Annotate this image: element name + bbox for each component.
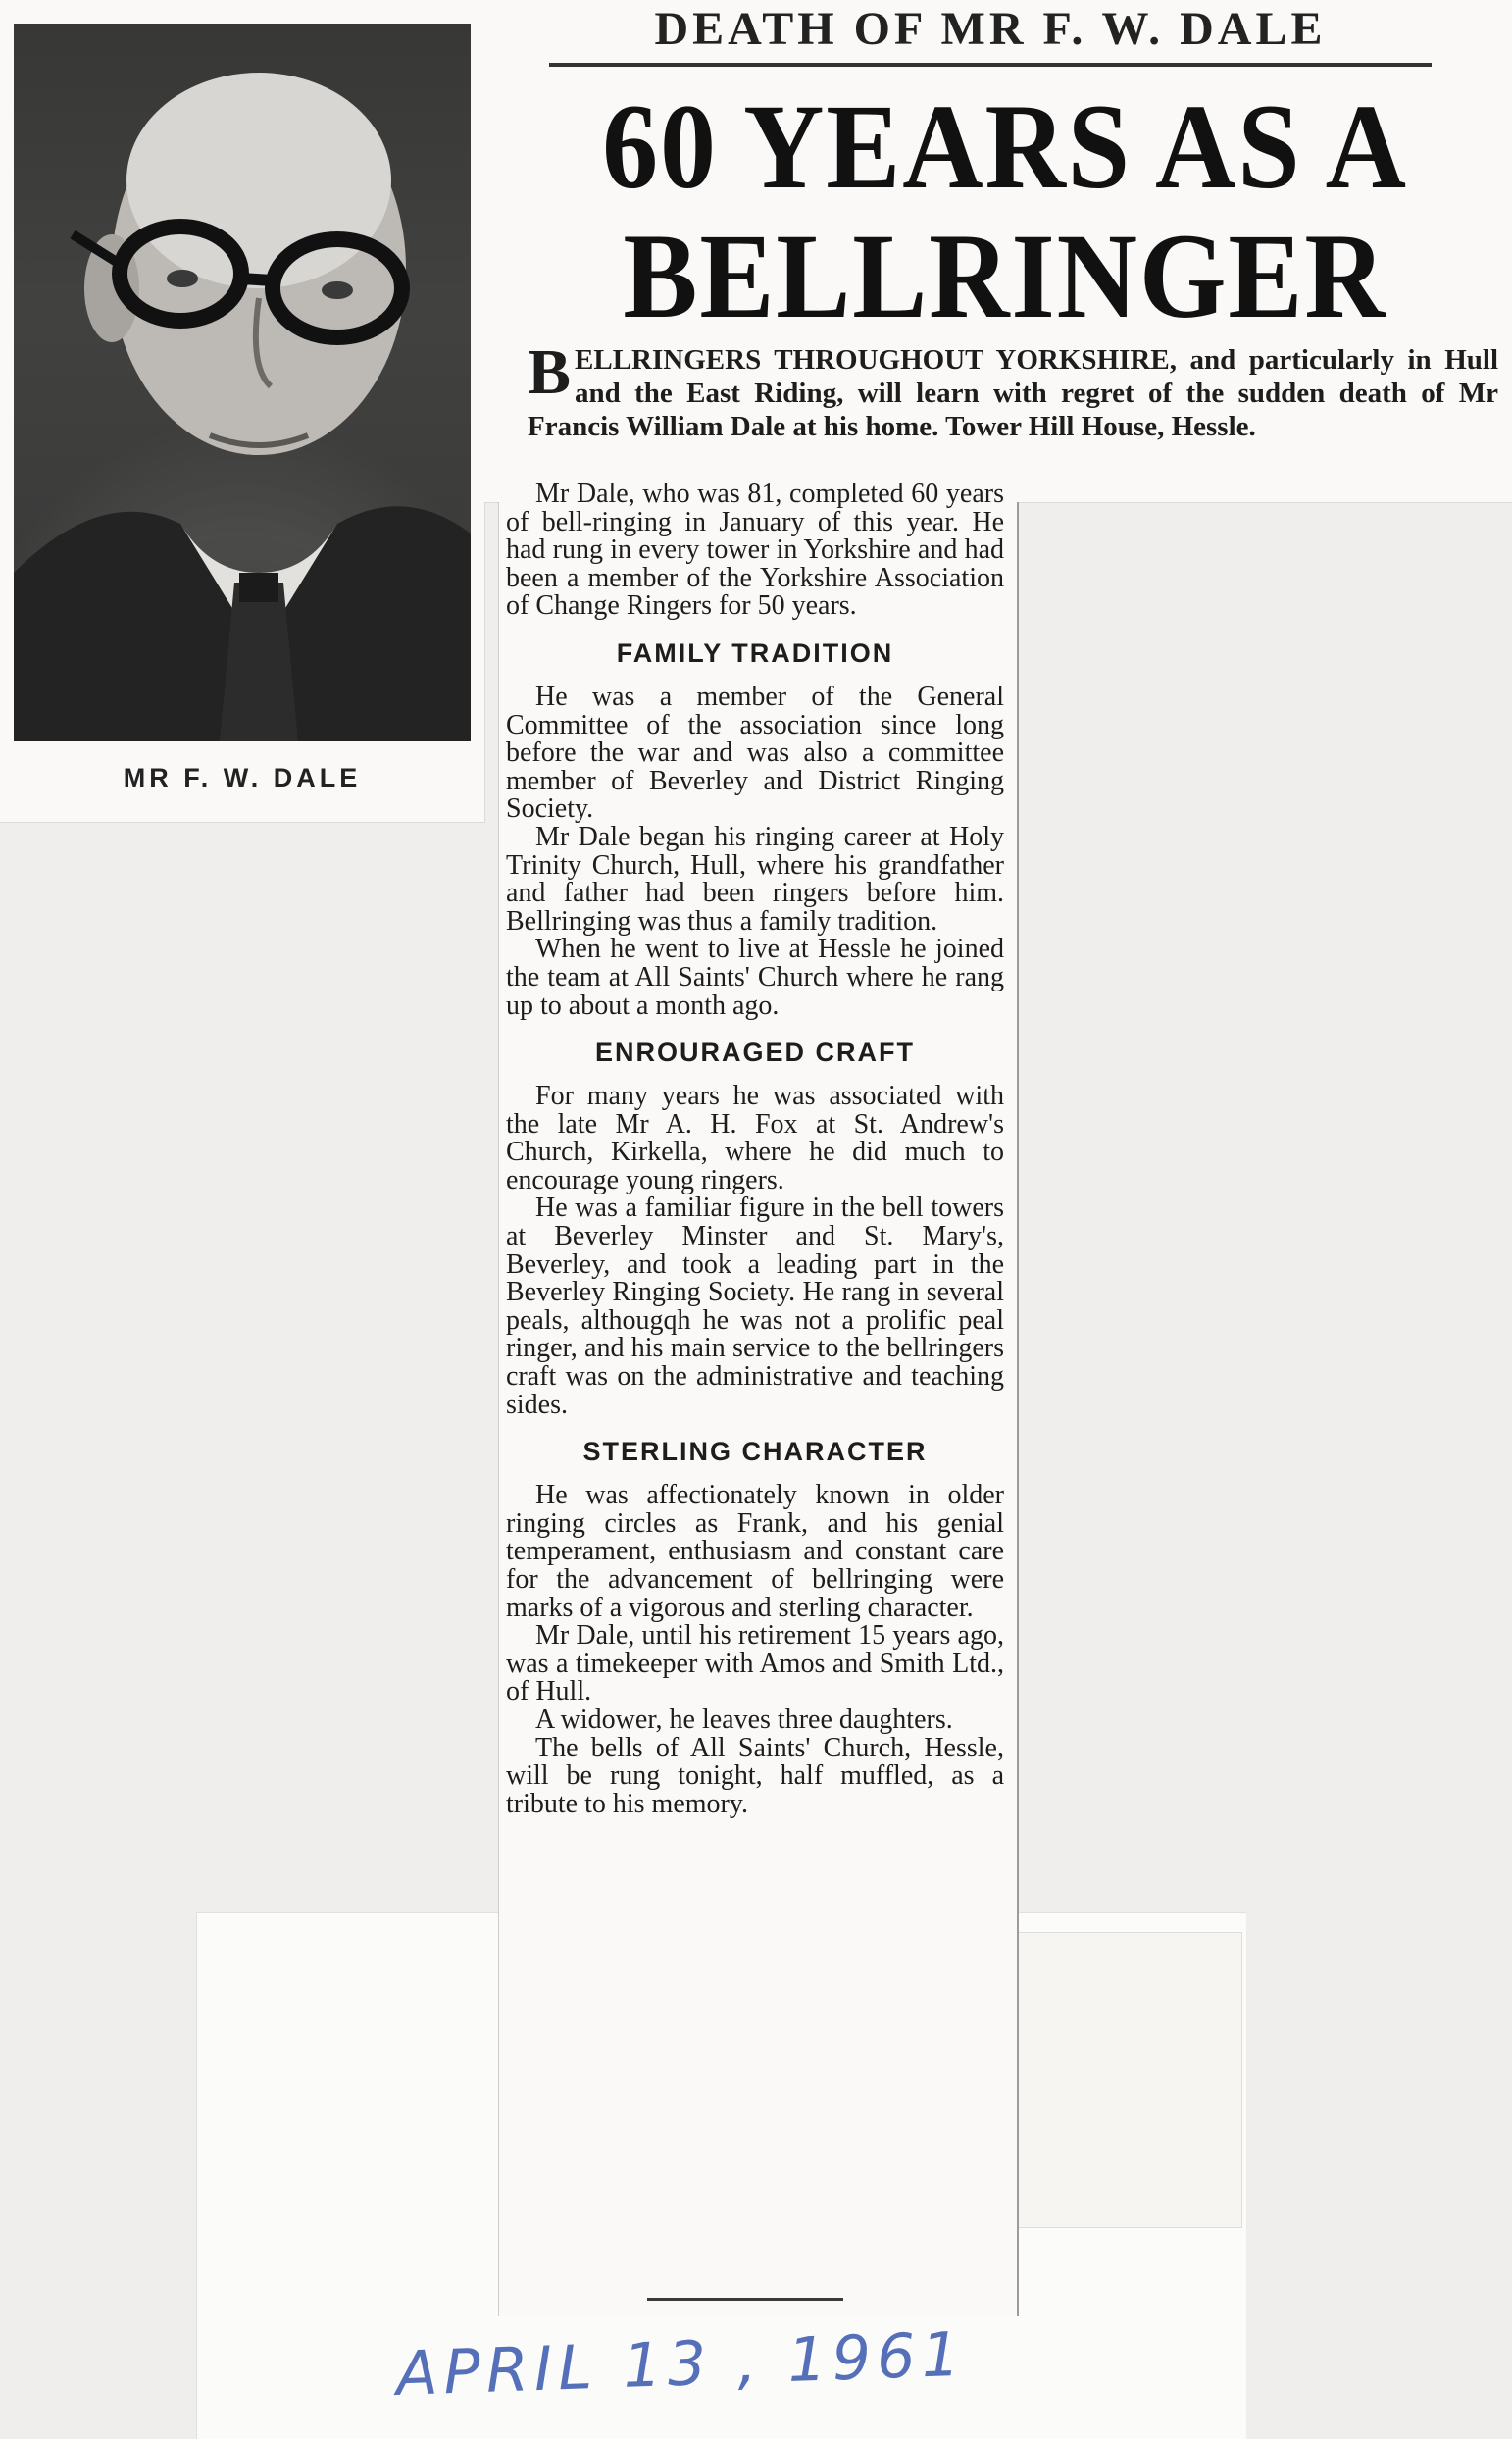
show-through-scrap xyxy=(1016,1932,1242,2228)
paragraph: He was affectionately known in older ringing circles as Frank, and his genial temperament, enthusiasm and constant care for the advancement of bellringing were marks of a vigorous and sterling character. xyxy=(506,1480,1004,1623)
paragraph: Mr Dale began his ringing career at Holy Trinity Church, Hull, where his grandfather and father had been ringers before him. Bellringing was thus a family tradition. xyxy=(506,821,1004,937)
paragraph: A widower, he leaves three daughters. xyxy=(535,1703,953,1735)
subheading-sterling-character: STERLING CHARACTER xyxy=(582,1437,928,1467)
handwritten-date: APRIL 13 , 1961 xyxy=(394,2317,968,2410)
article-column xyxy=(506,481,1004,1818)
paragraph: For many years he was associated with the late Mr A. H. Fox at St. Andrew's Church, Kirkella, where he did much to encourage young ringers. xyxy=(506,1081,1004,1195)
subheading-encouraged-craft: ENROURAGED CRAFT xyxy=(595,1038,915,1068)
portrait-photo xyxy=(14,24,471,741)
lead-paragraph xyxy=(528,336,1498,443)
paragraph: When he went to live at Hessle he joined the team at All Saints' Church where he rang up to about a month ago. xyxy=(506,934,1004,1021)
paragraph: Mr Dale, until his retirement 15 years ago, was a timekeeper with Amos and Smith Ltd., of Hull. xyxy=(506,1620,1004,1707)
lead-text: ELLRINGERS THROUGHOUT YORKSHIRE, and particularly in Hull and the East Riding, will learn with regret of the sudden death of Mr Francis William Dale at his home. Tower Hill House, Hessle. xyxy=(528,344,1498,442)
paragraph: The bells of All Saints' Church, Hessle, will be rung tonight, half muffled, as a tribute to his memory. xyxy=(506,1732,1004,1819)
headline-line-1: 60 YEARS AS A xyxy=(602,79,1408,214)
paragraph: Mr Dale, who was 81, completed 60 years of bell-ringing in January of this year. He had rung in every tower in Yorkshire and had been a member of the Yorkshire Association of Change Ringers for 50 years. xyxy=(506,479,1004,622)
end-rule xyxy=(647,2298,843,2301)
paragraph: He was a member of the General Committee of the association since long before the war and was also a committee member of Beverley and District Ringing Society. xyxy=(506,681,1004,825)
photo-caption: MR F. W. DALE xyxy=(123,763,362,792)
subheading-family-tradition: FAMILY TRADITION xyxy=(616,637,894,668)
headline xyxy=(549,79,1460,343)
drop-cap: B xyxy=(528,336,572,408)
headline-line-2: BELLRINGER xyxy=(623,209,1387,343)
paragraph: He was a familiar figure in the bell towers at Beverley Minster and St. Mary's, Beverley, and took a leading part in the Beverley Ringing Society. He rang in several peals, althougqh he was not a prolific peal ringer, and his main service to the bellringers craft was on the administrative and teaching sides. xyxy=(506,1193,1004,1420)
kicker-heading: DEATH OF MR F. W. DALE xyxy=(549,0,1432,67)
